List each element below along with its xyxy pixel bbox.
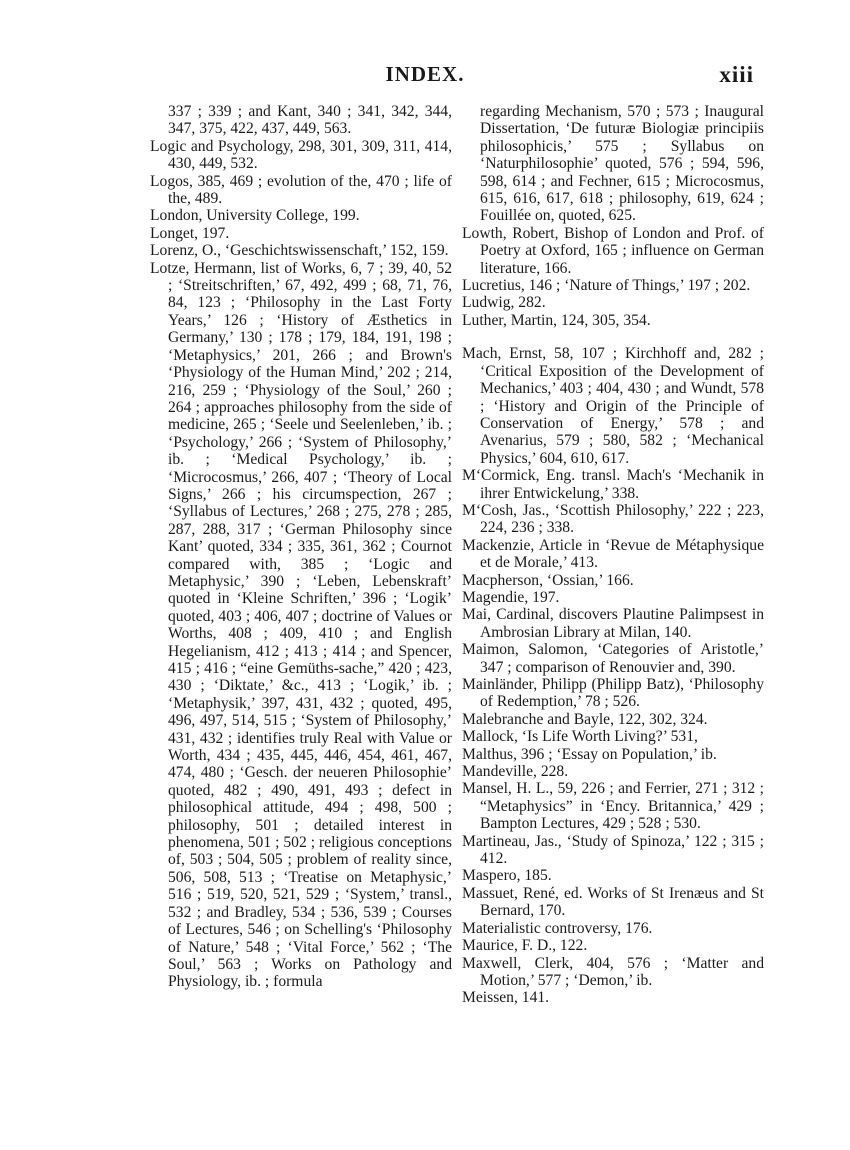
index-entry: Ludwig, 282. [462, 294, 546, 312]
index-column-right [462, 103, 764, 1007]
index-entry: Maspero, 185. [462, 867, 552, 885]
index-entry: Malebranche and Bayle, 122, 302, 324. [462, 710, 708, 728]
index-entry: Mach, Ernst, 58, 107 ; Kirchhoff and, 282 ; ‘Critical Exposition of the Development of Mechanics,’ 403 ; 404, 430 ; and Wundt, 578 ; ‘History and Origin of the Principle of Conservation of Energy,’ 578 ; and Avenarius, 579 ; 580, 582 ; ‘Mechanical Physics,’ 604, 610, 617. [462, 345, 764, 467]
index-entry: Maxwell, Clerk, 404, 576 ; ‘Matter and Motion,’ 577 ; ‘Demon,’ ib. [462, 954, 764, 989]
index-entry: Lucretius, 146 ; ‘Nature of Things,’ 197 ; 202. [462, 277, 751, 295]
index-entry: regarding Mechanism, 570 ; 573 ; Inaugural Dissertation, ‘De futuræ Biologiæ principiis philosophicis,’ 575 ; Syllabus on ‘Naturphilosophie’ quoted, 576 ; 594, 596, 598, 614 ; and Fechner, 615 ; Microcosmus, 615, 616, 617, 618 ; philosophy, 619, 624 ; Fouillée on, quoted, 625. [480, 103, 764, 225]
index-entry: Meissen, 141. [462, 989, 550, 1007]
index-entry: Mainländer, Philipp (Philipp Batz), ‘Philosophy of Redemption,’ 78 ; 526. [462, 676, 764, 711]
index-entry: Macpherson, ‘Ossian,’ 166. [462, 571, 634, 589]
index-entry: Luther, Martin, 124, 305, 354. [462, 311, 651, 329]
index-entry: M‘Cormick, Eng. transl. Mach's ‘Mechanik in ihrer Entwickelung,’ 338. [462, 467, 764, 502]
index-entry: Lowth, Robert, Bishop of London and Prof. of Poetry at Oxford, 165 ; influence on German literature, 166. [462, 224, 764, 277]
index-entry: Malthus, 396 ; ‘Essay on Population,’ ib. [462, 745, 717, 763]
index-column-left [150, 103, 452, 991]
index-entry: Lorenz, O., ‘Geschichtswissenschaft,’ 152, 159. [150, 242, 449, 260]
index-entry: Mai, Cardinal, discovers Plautine Palimpsest in Ambrosian Library at Milan, 140. [462, 606, 764, 641]
index-entry: Magendie, 197. [462, 588, 560, 606]
index-entry: Maurice, F. D., 122. [462, 937, 588, 955]
index-entry: London, University College, 199. [150, 207, 360, 225]
index-entry: M‘Cosh, Jas., ‘Scottish Philosophy,’ 222 ; 223, 224, 236 ; 338. [462, 501, 764, 537]
index-entry: 337 ; 339 ; and Kant, 340 ; 341, 342, 344, 347, 375, 422, 437, 449, 563. [168, 103, 452, 138]
index-entry: Logos, 385, 469 ; evolution of the, 470 ; life of the, 489. [150, 172, 452, 208]
index-entry: Maimon, Salomon, ‘Categories of Aristotle,’ 347 ; comparison of Renouvier and, 390. [462, 641, 764, 676]
index-entry: Materialistic controversy, 176. [462, 919, 653, 937]
index-entry: Massuet, René, ed. Works of St Irenæus and St Bernard, 170. [462, 884, 764, 920]
index-entry: Lotze, Hermann, list of Works, 6, 7 ; 39, 40, 52 ; ‘Streitschriften,’ 67, 492, 499 ; 68, 71, 76, 84, 123 ; ‘Philosophy in the Last Forty Years,’ 126 ; ‘History of Æsthetics in Germany,’ 130 ; 178 ; 179, 184, 191, 198 ; ‘Metaphysics,’ 201, 266 ; and Brown's ‘Physiology of the Human Mind,’ 202 ; 214, 216, 259 ; ‘Physiology of the Soul,’ 260 ; 264 ; approaches philosophy from the side of medicine, 265 ; ‘Seele und Seelenleben,’ ib. ; ‘Psychology,’ 266 ; ‘System of Philosophy,’ ib. ; ‘Medical Psychology,’ ib. ; ‘Microcosmus,’ 266, 407 ; ‘Theory of Local Signs,’ 266 ; his circumspection, 267 ; ‘Syllabus of Lectures,’ 268 ; 275, 278 ; 285, 287, 288, 317 ; ‘German Philosophy since Kant’ quoted, 334 ; 335, 361, 362 ; Cournot compared with, 385 ; ‘Logic and Metaphysic,’ 390 ; ‘Leben, Lebenskraft’ quoted in ‘Kleine Schriften,’ 396 ; ‘Logik’ quoted, 403 ; 406, 407 ; doctrine of Values or Worths, 408 ; 409, 410 ; and English Hegelianism, 412 ; 413 ; 414 ; and Spencer, 415 ; 416 ; “eine Gemüths-sache,” 420 ; 423, 430 ; ‘Diktate,’ &c., 413 ; ‘Logik,’ ib. ; ‘Metaphysik,’ 397, 431, 432 ; quoted, 495, 496, 497, 514, 515 ; ‘System of Philosophy,’ 431, 432 ; identifies truly Real with Value or Worth, 434 ; 435, 445, 446, 454, 461, 467, 474, 480 ; ‘Gesch. der neueren Philosophie’ quoted, 482 ; 490, 491, 493 ; defect in philosophical attitude, 494 ; 498, 500 ; philosophy, 501 ; detailed interest in phenomena, 501 ; 502 ; religious conceptions of, 503 ; 504, 505 ; problem of reality since, 506, 508, 513 ; ‘Treatise on Metaphysic,’ 516 ; 519, 520, 521, 529 ; ‘System,’ transl., 532 ; and Bradley, 534 ; 536, 539 ; Courses of Lectures, 546 ; on Schelling's ‘Philosophy of Nature,’ 548 ; ‘Vital Force,’ 562 ; ‘The Soul,’ 563 ; Works on Pathology and Physiology, ib. ; formula [150, 259, 452, 991]
page-title: INDEX. [385, 62, 465, 86]
index-entry: Logic and Psychology, 298, 301, 309, 311, 414, 430, 449, 532. [150, 137, 452, 173]
page-number: xiii [719, 62, 754, 87]
running-head [0, 62, 850, 92]
index-entry: Mackenzie, Article in ‘Revue de Métaphysique et de Morale,’ 413. [462, 536, 764, 572]
index-entry: Longet, 197. [150, 224, 230, 242]
index-entry: Mandeville, 228. [462, 763, 569, 781]
index-entry: Martineau, Jas., ‘Study of Spinoza,’ 122 ; 315 ; 412. [462, 832, 764, 868]
index-entry: Mansel, H. L., 59, 226 ; and Ferrier, 271 ; 312 ; “Metaphysics” in ‘Ency. Britannica,’ 429 ; Bampton Lectures, 429 ; 528 ; 530. [462, 780, 764, 833]
index-entry: Mallock, ‘Is Life Worth Living?’ 531, [462, 728, 698, 746]
